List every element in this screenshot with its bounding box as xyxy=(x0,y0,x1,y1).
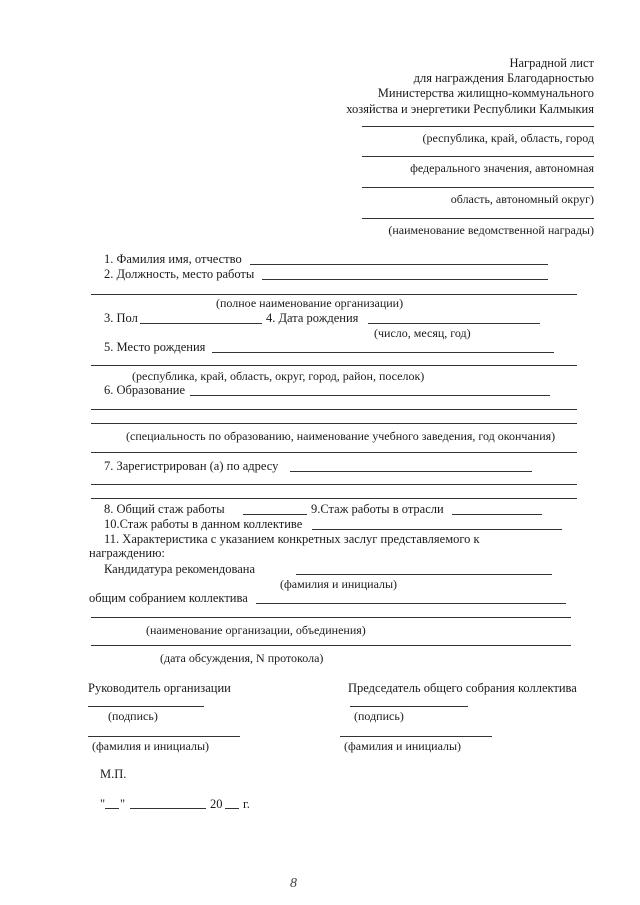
education-input-line[interactable] xyxy=(190,395,550,396)
chair-label: Председатель общего собрания коллектива xyxy=(348,681,577,695)
fio-input-line[interactable] xyxy=(250,264,548,265)
meeting-input-line[interactable] xyxy=(256,603,566,604)
chair-fio-hint: (фамилия и инициалы) xyxy=(344,739,462,753)
address-input-line-3[interactable] xyxy=(91,498,577,499)
field-label-position: 2. Должность, место работы xyxy=(104,267,255,281)
header-line: для награждения Благодарностью xyxy=(413,71,594,85)
discussion-hint: (дата обсуждения, N протокола) xyxy=(160,651,324,665)
date-quote-close: " xyxy=(120,797,126,811)
address-input-line[interactable] xyxy=(290,471,532,472)
region-line[interactable] xyxy=(362,126,594,127)
discussion-input-line[interactable] xyxy=(91,645,571,646)
field-label-birthplace: 5. Место рождения xyxy=(104,340,206,354)
sex-input-line[interactable] xyxy=(140,323,262,324)
field-label-total-experience: 8. Общий стаж работы xyxy=(104,502,225,516)
education-input-line-3[interactable] xyxy=(91,423,577,424)
position-input-line-2[interactable] xyxy=(91,294,577,295)
date-month-line[interactable] xyxy=(130,808,206,809)
meeting-input-line-2[interactable] xyxy=(91,617,571,618)
head-signature-line[interactable] xyxy=(88,706,204,707)
document-title: Наградной лист xyxy=(509,56,594,70)
region-hint: федерального значения, автономная xyxy=(410,161,594,175)
address-input-line-2[interactable] xyxy=(91,484,577,485)
field-label-characteristic-cont: награждению: xyxy=(89,546,165,560)
seal-label: М.П. xyxy=(100,767,127,781)
head-label: Руководитель организации xyxy=(88,681,231,695)
candidate-input-line[interactable] xyxy=(296,574,552,575)
field-label-education: 6. Образование xyxy=(104,383,186,397)
field-label-industry-experience: 9.Стаж работы в отрасли xyxy=(311,502,444,516)
birthplace-input-line-2[interactable] xyxy=(91,365,577,366)
date-hint: (число, месяц, год) xyxy=(374,326,471,340)
date-year-line[interactable] xyxy=(225,808,239,809)
field-label-birthdate: 4. Дата рождения xyxy=(266,311,359,325)
education-input-line-2[interactable] xyxy=(91,409,577,410)
region-hint: область, автономный округ) xyxy=(450,192,594,206)
header-line: хозяйства и энергетики Республики Калмыкия xyxy=(346,102,594,116)
award-hint: (наименование ведомственной награды) xyxy=(388,223,594,237)
chair-signature-line[interactable] xyxy=(350,706,468,707)
place-hint: (республика, край, область, округ, город, район, поселок) xyxy=(132,369,425,383)
field-label-address: 7. Зарегистрирован (а) по адресу xyxy=(104,459,279,473)
chair-signature-hint: (подпись) xyxy=(354,709,404,723)
chair-fio-line[interactable] xyxy=(340,736,492,737)
position-input-line[interactable] xyxy=(262,279,548,280)
field-label-team-experience: 10.Стаж работы в данном коллективе xyxy=(104,517,303,531)
meeting-label: общим собранием коллектива xyxy=(89,591,248,605)
page-number: 8 xyxy=(290,876,297,891)
education-input-line-4[interactable] xyxy=(91,452,577,453)
industry-experience-input-line[interactable] xyxy=(452,514,542,515)
birthplace-input-line[interactable] xyxy=(212,352,554,353)
total-experience-input-line[interactable] xyxy=(243,514,307,515)
head-fio-hint: (фамилия и инициалы) xyxy=(92,739,210,753)
head-fio-line[interactable] xyxy=(88,736,240,737)
field-label-fio: 1. Фамилия имя, отчество xyxy=(104,252,242,266)
head-signature-hint: (подпись) xyxy=(108,709,158,723)
team-experience-input-line[interactable] xyxy=(312,529,562,530)
date-quote-open: " xyxy=(100,797,106,811)
date-year-prefix: 20 xyxy=(210,797,223,811)
org-hint: (полное наименование организации) xyxy=(216,296,404,310)
header-line: Министерства жилищно-коммунального xyxy=(377,86,594,100)
region-line[interactable] xyxy=(362,156,594,157)
field-label-characteristic: 11. Характеристика с указанием конкретных заслуг представляемого к xyxy=(104,532,480,546)
birthdate-input-line[interactable] xyxy=(368,323,540,324)
candidate-fio-hint: (фамилия и инициалы) xyxy=(280,577,398,591)
date-year-suffix: г. xyxy=(243,797,250,811)
award-line[interactable] xyxy=(362,218,594,219)
candidate-label: Кандидатура рекомендована xyxy=(104,562,256,576)
region-hint: (республика, край, область, город xyxy=(422,131,594,145)
region-line[interactable] xyxy=(362,187,594,188)
field-label-sex: 3. Пол xyxy=(104,311,138,325)
education-hint: (специальность по образованию, наименование учебного заведения, год окончания) xyxy=(126,429,556,443)
orgname-hint: (наименование организации, объединения) xyxy=(146,623,366,637)
date-day-line[interactable] xyxy=(105,808,119,809)
